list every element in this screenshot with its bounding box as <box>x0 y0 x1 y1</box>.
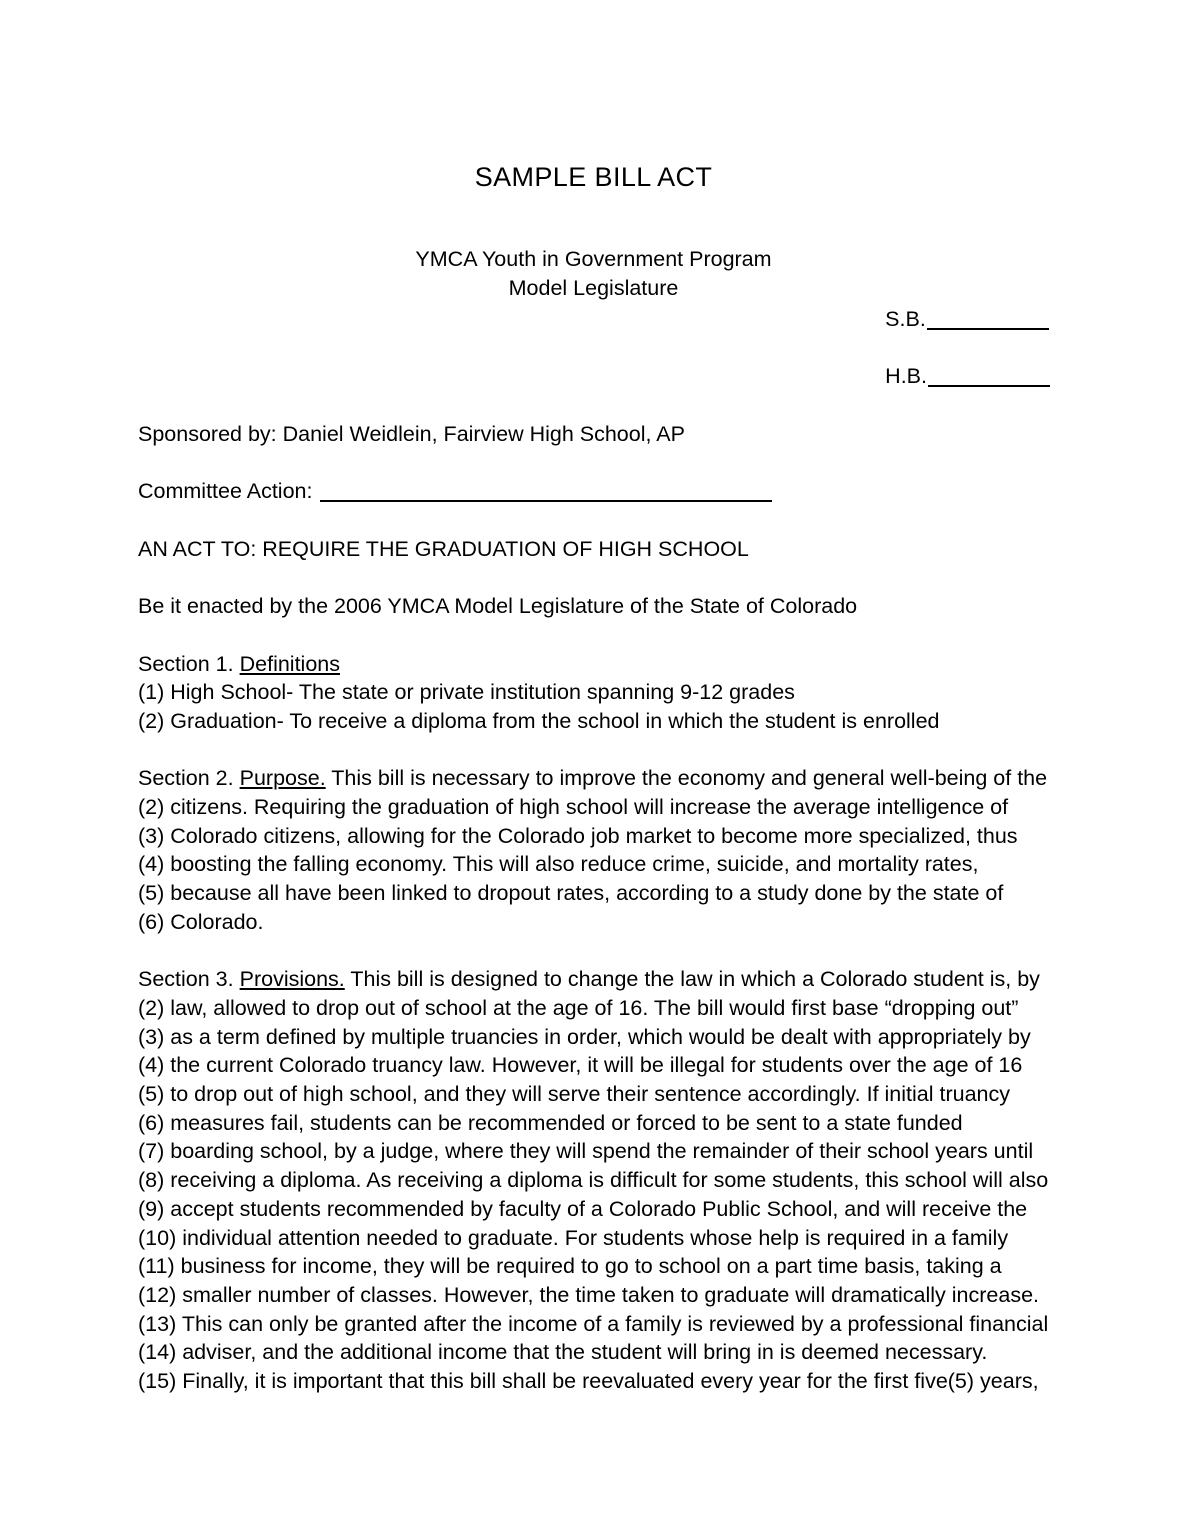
section-2-number: Section 2. <box>138 766 234 791</box>
section-3-line-15: (15) Finally, it is important that this bill shall be reevaluated every year for the first five(5) years, <box>138 1369 1039 1394</box>
section-3-line-7: (7) boarding school, by a judge, where they will spend the remainder of their school years until <box>138 1139 1034 1164</box>
section-3-line-5: (5) to drop out of high school, and they will serve their sentence accordingly. If initial truancy <box>138 1082 1010 1107</box>
section-1-number: Section 1. <box>138 651 234 676</box>
section-3-line-9: (9) accept students recommended by faculty of a Colorado Public School, and will receive the <box>138 1196 1028 1221</box>
organization-line-2: Model Legislature <box>508 276 679 300</box>
organization-line-1: YMCA Youth in Government Program <box>415 247 772 271</box>
section-3-line-10: (10) individual attention needed to graduate. For students whose help is required in a family <box>138 1225 1009 1250</box>
senate-bill-label: S.B. <box>885 307 926 331</box>
section-1-heading: Definitions <box>239 651 340 676</box>
document-body <box>138 420 1068 1396</box>
section-3-line-3: (3) as a term defined by multiple truancies in order, which would be dealt with appropriately by <box>138 1024 1031 1049</box>
house-bill-label: H.B. <box>885 364 927 388</box>
enactment-clause <box>138 592 1068 621</box>
house-bill-number-field[interactable] <box>928 385 1050 387</box>
section-3-line-13: (13) This can only be granted after the income of a family is reviewed by a professional financial <box>138 1311 1049 1336</box>
organization-block <box>0 245 1187 303</box>
section-3-heading: Provisions. <box>239 967 345 992</box>
section-3-line-4: (4) the current Colorado truancy law. However, it will be illegal for students over the age of 16 <box>138 1053 1023 1078</box>
committee-action-label: Committee Action: <box>138 479 313 504</box>
section-1-heading-line <box>138 650 1068 679</box>
committee-action-field[interactable] <box>320 500 772 502</box>
senate-bill-number-field[interactable] <box>927 328 1049 330</box>
section-3-line-12: (12) smaller number of classes. However, the time taken to graduate will dramatically increase. <box>138 1283 1039 1307</box>
section-2-line-2: (2) citizens. Requiring the graduation of high school will increase the average intelligence of <box>138 795 1009 820</box>
section-2-line-5: (5) because all have been linked to dropout rates, according to a study done by the state of <box>138 881 1004 906</box>
section-3-line-6: (6) measures fail, students can be recommended or forced to be sent to a state funded <box>138 1110 963 1135</box>
section-2-intro: This bill is necessary to improve the economy and general well-being of the <box>325 766 1048 791</box>
section-2 <box>138 764 1068 936</box>
section-2-heading-line <box>138 764 1068 793</box>
section-1 <box>138 650 1068 736</box>
committee-action-line <box>138 477 1068 506</box>
section-3 <box>138 965 1068 1396</box>
section-3-heading-line <box>138 965 1068 994</box>
section-3-line-2: (2) law, allowed to drop out of school at the age of 16. The bill would first base “dropping out” <box>138 995 1019 1020</box>
section-3-line-14: (14) adviser, and the additional income that the student will bring in is deemed necessary. <box>138 1340 988 1365</box>
section-1-line-2: (2) Graduation- To receive a diploma from the school in which the student is enrolled <box>138 708 940 733</box>
senate-bill-number-row <box>885 305 1050 334</box>
section-3-intro: This bill is designed to change the law in which a Colorado student is, by <box>344 967 1040 992</box>
section-3-number: Section 3. <box>138 967 234 992</box>
bill-number-block <box>885 305 1050 391</box>
section-2-heading: Purpose. <box>239 766 326 791</box>
enactment-text: Be it enacted by the 2006 YMCA Model Legislature of the State of Colorado <box>138 594 858 619</box>
sponsored-by-line <box>138 420 1068 449</box>
page-title: SAMPLE BILL ACT <box>474 162 713 192</box>
section-1-line-1: (1) High School- The state or private institution spanning 9-12 grades <box>138 680 795 705</box>
sponsored-by-text: Sponsored by: Daniel Weidlein, Fairview High School, AP <box>138 422 685 446</box>
house-bill-number-row <box>885 362 1050 391</box>
section-3-line-11: (11) business for income, they will be required to go to school on a part time basis, taking a <box>138 1254 1002 1279</box>
act-title-text: AN ACT TO: REQUIRE THE GRADUATION OF HIGH SCHOOL <box>138 536 749 561</box>
section-3-line-8: (8) receiving a diploma. As receiving a diploma is difficult for some students, this school will also <box>138 1168 1049 1193</box>
section-2-line-4: (4) boosting the falling economy. This will also reduce crime, suicide, and mortality rates, <box>138 852 979 877</box>
section-2-line-3: (3) Colorado citizens, allowing for the Colorado job market to become more specialized, thus <box>138 823 1018 848</box>
section-2-line-6: (6) Colorado. <box>138 909 264 934</box>
act-title-line <box>138 535 1068 564</box>
